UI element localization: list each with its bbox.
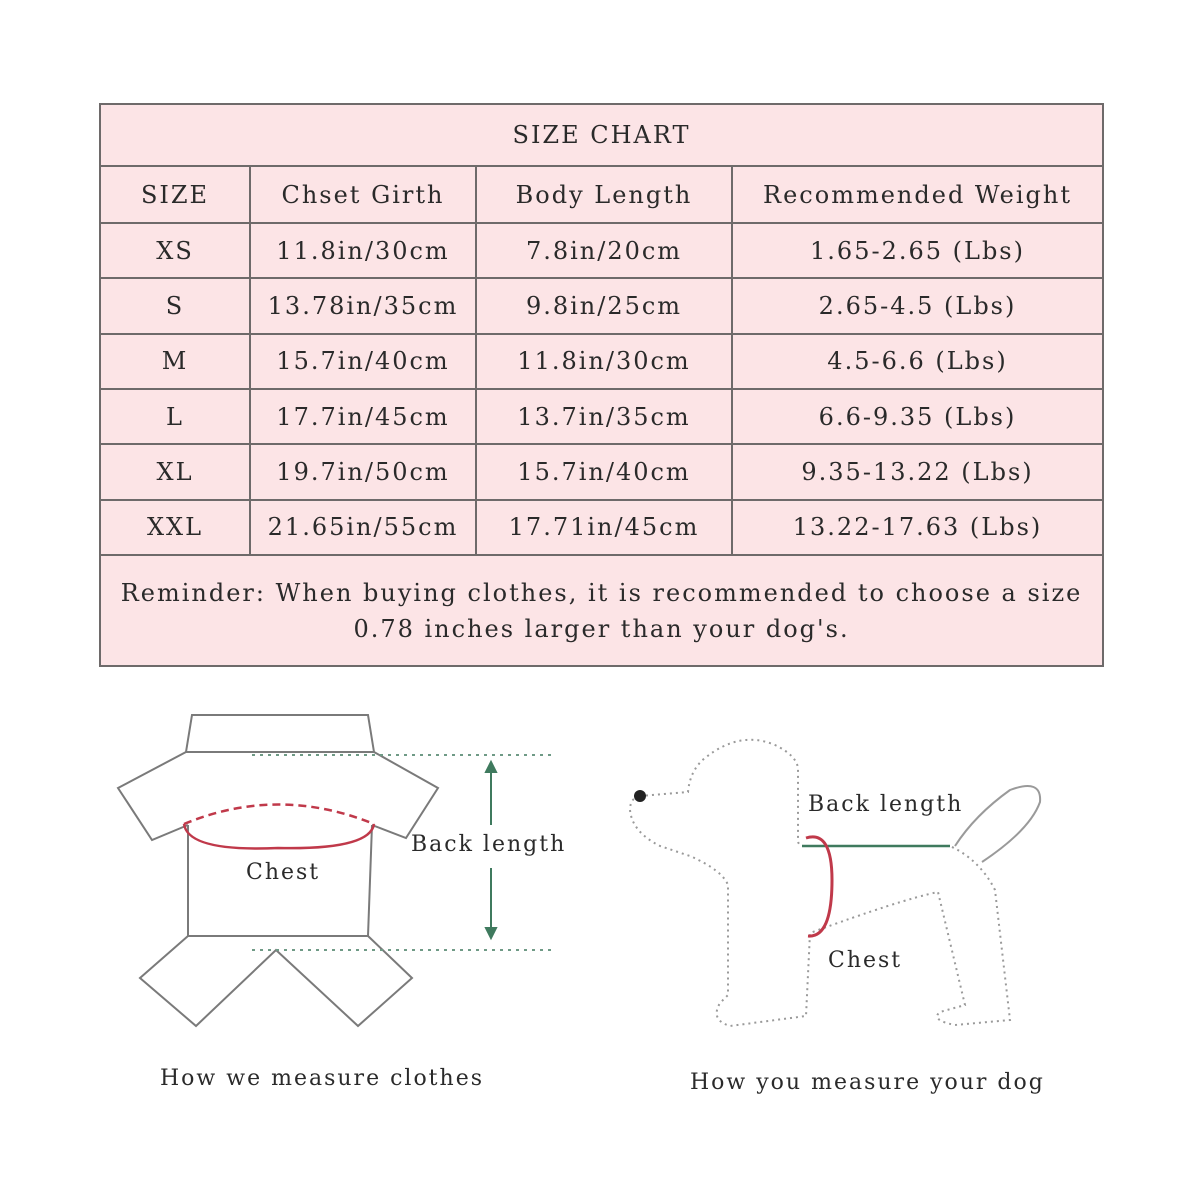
clothes-measurement-diagram xyxy=(100,700,580,1040)
cell-weight: 1.65-2.65 (Lbs) xyxy=(732,223,1103,278)
cell-body-length: 15.7in/40cm xyxy=(476,444,732,499)
clothes-diagram-caption: How we measure clothes xyxy=(160,1066,485,1091)
cell-body-length: 13.7in/35cm xyxy=(476,389,732,444)
cell-chest-girth: 19.7in/50cm xyxy=(250,444,476,499)
clothes-back-length-label: Back length xyxy=(411,832,567,857)
table-row xyxy=(100,223,1103,278)
dog-diagram-caption: How you measure your dog xyxy=(690,1070,1045,1095)
cell-body-length: 17.71in/45cm xyxy=(476,500,732,555)
cell-chest-girth: 13.78in/35cm xyxy=(250,278,476,333)
cell-chest-girth: 17.7in/45cm xyxy=(250,389,476,444)
dog-tail-icon xyxy=(955,786,1040,862)
table-row xyxy=(100,278,1103,333)
size-chart-title-row xyxy=(100,104,1103,166)
dog-measurement-diagram xyxy=(610,720,1060,1030)
size-chart-title: SIZE CHART xyxy=(100,104,1103,166)
dog-outline-icon xyxy=(630,740,1010,1026)
column-header-body-length: Body Length xyxy=(476,166,732,222)
cell-size: L xyxy=(100,389,250,444)
clothes-chest-label: Chest xyxy=(246,860,321,885)
cell-chest-girth: 11.8in/30cm xyxy=(250,223,476,278)
table-row xyxy=(100,444,1103,499)
cell-size: XL xyxy=(100,444,250,499)
cell-chest-girth: 15.7in/40cm xyxy=(250,334,476,389)
dog-chest-label: Chest xyxy=(828,948,903,973)
cell-body-length: 7.8in/20cm xyxy=(476,223,732,278)
cell-weight: 13.22-17.63 (Lbs) xyxy=(732,500,1103,555)
dog-back-length-label: Back length xyxy=(808,792,964,817)
table-header-row xyxy=(100,166,1103,222)
reminder-text: Reminder: When buying clothes, it is recommended to choose a size 0.78 inches larger than your dog's. xyxy=(100,555,1103,666)
table-row xyxy=(100,334,1103,389)
cell-body-length: 9.8in/25cm xyxy=(476,278,732,333)
cell-weight: 9.35-13.22 (Lbs) xyxy=(732,444,1103,499)
reminder-row xyxy=(100,555,1103,666)
cell-size: XXL xyxy=(100,500,250,555)
column-header-recommended-weight: Recommended Weight xyxy=(732,166,1103,222)
cell-body-length: 11.8in/30cm xyxy=(476,334,732,389)
table-row xyxy=(100,500,1103,555)
cell-size: S xyxy=(100,278,250,333)
cell-chest-girth: 21.65in/55cm xyxy=(250,500,476,555)
cell-size: XS xyxy=(100,223,250,278)
chest-measure-line xyxy=(184,824,374,849)
cell-weight: 6.6-9.35 (Lbs) xyxy=(732,389,1103,444)
column-header-chest-girth: Chset Girth xyxy=(250,166,476,222)
cell-weight: 4.5-6.6 (Lbs) xyxy=(732,334,1103,389)
cell-size: M xyxy=(100,334,250,389)
cell-weight: 2.65-4.5 (Lbs) xyxy=(732,278,1103,333)
dog-nose-icon xyxy=(634,790,646,802)
chest-dashed-line xyxy=(184,805,374,825)
chest-measure-line xyxy=(806,837,832,936)
size-chart-table xyxy=(99,103,1104,667)
column-header-size: SIZE xyxy=(100,166,250,222)
table-row xyxy=(100,389,1103,444)
